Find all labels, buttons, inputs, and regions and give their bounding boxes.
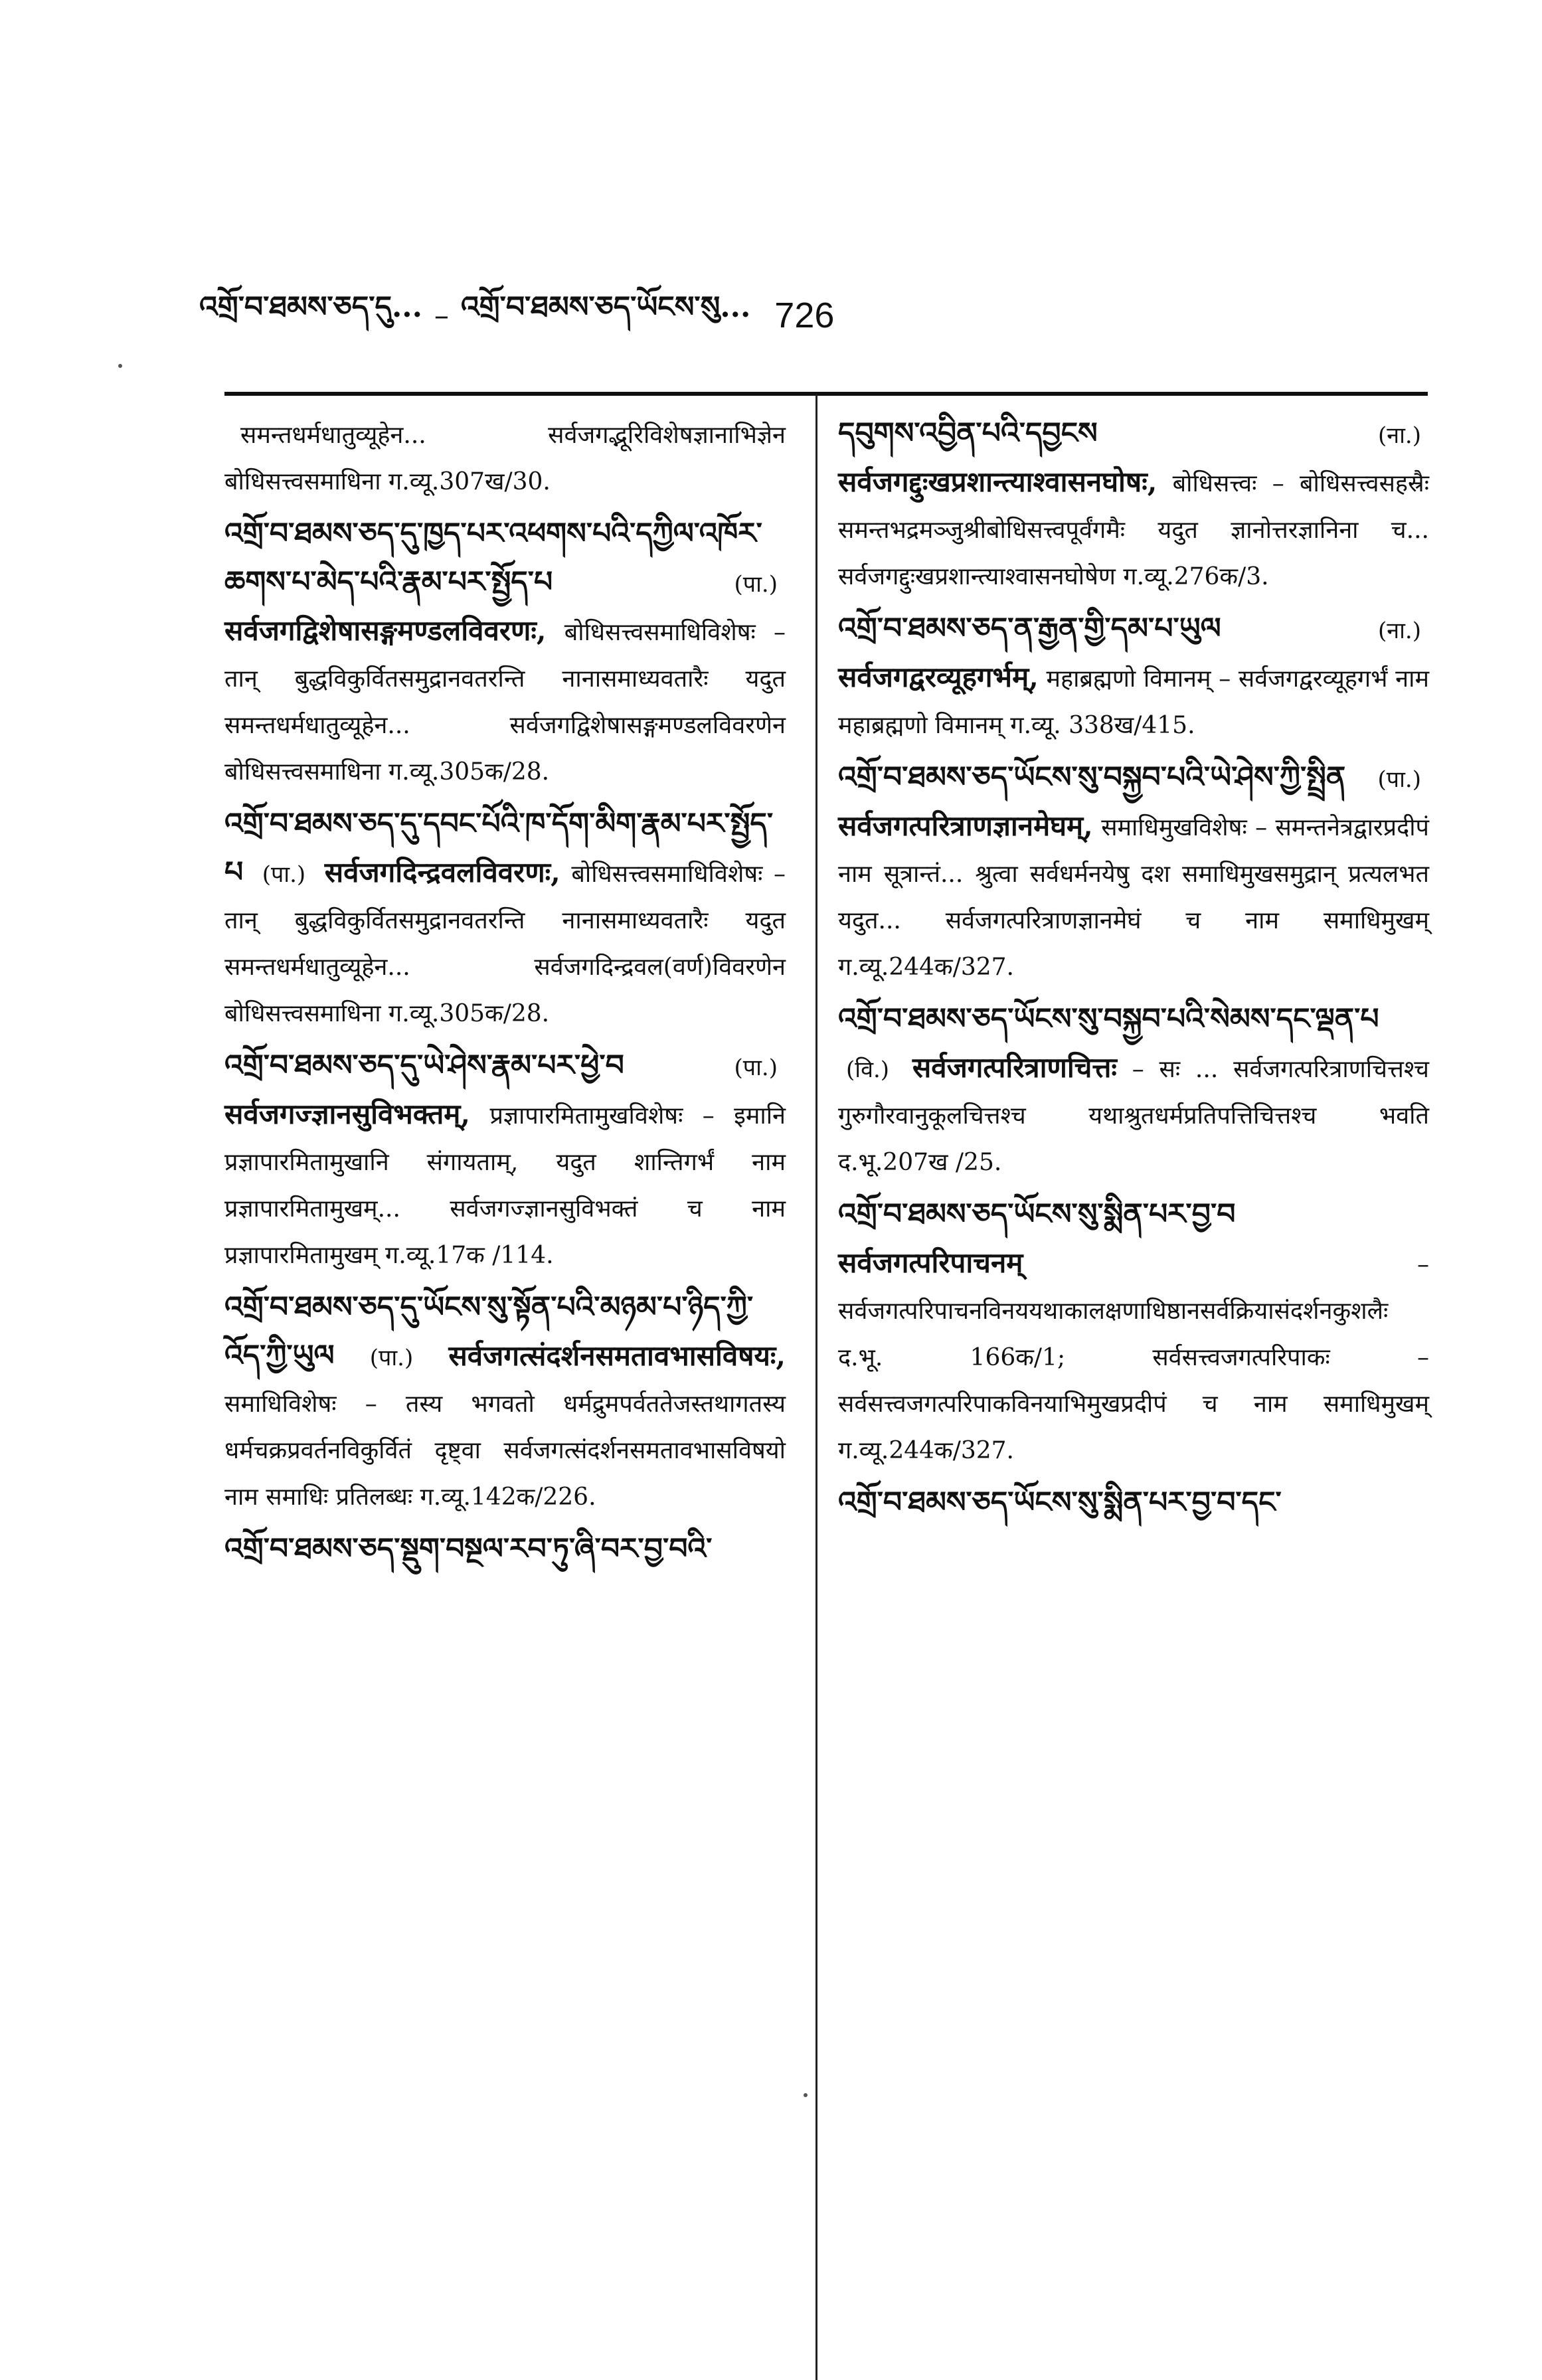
tibetan-headword: འགྲོ་བ་ཐམས་ཅད་ན་རྒྱན་གྱི་དམ་པ་ཡུལ [838,612,1221,645]
entry-body: – सः ... सर्वजगत्परित्राणचित्तश्च गुरुगौरवानुकूलचित्तश्च यथाश्रुतधर्मप्रतिपत्तिचित्तश्च भवति द.भू.207ख /25. [838,1056,1429,1176]
dictionary-entry [838,410,1429,600]
dictionary-entry [224,410,786,505]
right-column [838,410,1429,1533]
tibetan-headword: འགྲོ་བ་ཐམས་ཅད་དུ་དབང་པོའི་ཁ་དོག་མིག་རྣམ་པར་སྤྱོད་པ [224,807,774,889]
grammar-tag: (ना.) [1377,618,1421,644]
dictionary-entry [224,801,786,1037]
entry-body: बोधिसत्त्वसमाधिविशेषः – तान् बुद्धविकुर्वितसमुद्रानवतरन्ति नानासमाध्यवतारैः यदुत समन्तधर्मधातुव्यूहेन... सर्वजगद्विशेषासङ्गमण्डलविवरणेन बोधिसत्त्वसमाधिना ग.व्यू.305क/28. [224,619,786,786]
dictionary-entry [838,1191,1429,1474]
entry-body: बोधिसत्त्वः – बोधिसत्त्वसहस्रैः समन्तभद्रमञ्जुश्रीबोधिसत्त्वपूर्वंगमैः यदुत ज्ञानोत्तरज्ञानिना च... सर्वजगद्दुःखप्रशान्त्याश्वासनघोषेण ग.व्यू.276क/3. [838,470,1429,590]
header-first-headword: འགྲོ་བ་ཐམས་ཅད་དུ... [199,290,422,324]
scan-speck [118,364,122,368]
running-header [199,286,1434,345]
sanskrit-equivalent: सर्वजगत्परित्राणज्ञानमेघम्, [838,809,1093,842]
tibetan-headword: འགྲོ་བ་ཐམས་ཅད་ཡོངས་སུ་སྨིན་པར་བྱ་བ [838,1197,1236,1231]
left-column [224,410,786,1580]
dictionary-entry [838,754,1429,991]
dictionary-entry [224,511,786,796]
sanskrit-equivalent: सर्वजगत्परित्राणचित्तः [912,1051,1117,1084]
sanskrit-equivalent: सर्वजगत्संदर्शनसमतावभासविषयः, [448,1339,786,1372]
scan-speck [804,2093,808,2097]
tibetan-headword: འགྲོ་བ་ཐམས་ཅད་ཡོངས་སུ་བསྐྱབ་པའི་སེམས་དང་ལྡན་པ [838,1002,1379,1036]
tibetan-headword: འགྲོ་བ་ཐམས་ཅད་དུ་ཁྱད་པར་འཕགས་པའི་དཀྱིལ་འཁོར་ཆགས་པ་མེད་པའི་རྣམ་པར་སྤྱོད་པ [224,517,762,599]
grammar-tag: (पा.) [734,1055,778,1081]
entry-body: बोधिसत्त्वसमाधिविशेषः – तान् बुद्धविकुर्वितसमुद्रानवतरन्ति नानासमाध्यवतारैः यदुत समन्तधर्मधातुव्यूहेन... सर्वजगदिन्द्रवल(वर्ण)विवरणेन बोधिसत्त्वसमाधिना ग.व्यू.305क/28. [224,861,786,1027]
grammar-tag: (पा.) [734,571,778,598]
grammar-tag: (पा.) [369,1345,414,1371]
grammar-tag: (ना.) [1377,422,1421,449]
entry-body: प्रज्ञापारमितामुखविशेषः – इमानि प्रज्ञापारमितामुखानि संगायताम्, यदुत शान्तिगर्भं नाम प्रज्ञापारमितामुखम्... सर्वजगज्ज्ञानसुविभक्तं च नाम प्रज्ञापारमितामुखम् ग.व्यू.17क /114. [224,1102,786,1269]
grammar-tag: (पा.) [1377,766,1421,793]
entry-body: समाधिविशेषः – तस्य भगवतो धर्मद्रुमपर्वततेजस्तथागतस्य धर्मचक्रप्रवर्तनविकुर्वितं दृष्ट्वा सर्वजगत्संदर्शनसमतावभासविषयो नाम समाधिः प्रतिलब्धः ग.व्यू.142क/226. [224,1391,786,1511]
tibetan-headword: འགྲོ་བ་ཐམས་ཅད་ཡོངས་སུ་བསྐྱབ་པའི་ཡེ་ཤེས་ཀྱི་སྤྲིན [838,760,1346,794]
dictionary-entry [838,996,1429,1186]
page-number: 726 [774,296,835,335]
tibetan-headword: དབུགས་འབྱིན་པའི་དབྱངས [838,416,1098,450]
tibetan-headword: འགྲོ་བ་ཐམས་ཅད་དུ་ཡོངས་སུ་སྟོན་པའི་མཉམ་པ་ཉིད་ཀྱི་འོད་ཀྱི་ཡུལ [224,1290,754,1373]
column-divider [815,394,817,2380]
dictionary-entry [224,1043,786,1279]
header-rule [224,392,1428,396]
header-last-headword: འགྲོ་བ་ཐམས་ཅད་ཡོངས་སུ... [460,290,751,324]
tibetan-headword: འགྲོ་བ་ཐམས་ཅད་ཡོངས་སུ་སྨིན་པར་བྱ་བ་དང་ [838,1486,1282,1519]
sanskrit-equivalent: सर्वजगज्ज्ञानसुविभक्तम्, [224,1098,471,1130]
sanskrit-equivalent: सर्वजगद्वरव्यूहगर्भम्, [838,661,1039,693]
entry-body: समन्तधर्मधातुव्यूहेन... सर्वजगद्भूरिविशेषज्ञानाभिज्ञेन बोधिसत्त्वसमाधिना ग.व्यू.307ख/30. [224,422,786,495]
header-separator: – [434,298,449,333]
tibetan-headword: འགྲོ་བ་ཐམས་ཅད་དུ་ཡེ་ཤེས་རྣམ་པར་ཕྱེ་བ [224,1049,624,1082]
entry-body: समाधिमुखविशेषः – समन्तनेत्रद्वारप्रदीपं नाम सूत्रान्तं... श्रुत्वा सर्वधर्मनयेषु दश समाधिमुखसमुद्रान् प्रत्यलभत यदुत... सर्वजगत्परित्राणज्ञानमेघं च नाम समाधिमुखम् ग.व्यू.244क/327. [838,814,1429,981]
sanskrit-equivalent: सर्वजगद्विशेषासङ्गमण्डलविवरणः, [224,614,547,647]
dictionary-entry [224,1284,786,1521]
grammar-tag: (पा.) [262,861,306,888]
dictionary-entry [224,1526,786,1574]
dictionary-entry [838,606,1429,749]
dictionary-entry [838,1480,1429,1528]
grammar-tag: (वि.) [846,1057,890,1083]
entry-body: – सर्वजगत्परिपाचनविनययथाकालक्षणाधिष्ठानसर्वक्रियासंदर्शनकुशलैः द.भू. 166क/1; सर्वसत्त्वजगत्परिपाकः – सर्वसत्त्वजगत्परिपाकविनयाभिमुखप्रदीपं च नाम समाधिमुखम् ग.व्यू.244क/327. [838,1251,1429,1464]
entry-body: महाब्रह्मणो विमानम् – सर्वजगद्वरव्यूहगर्भं नाम महाब्रह्मणो विमानम् ग.व्यू. 338ख/415. [838,665,1429,739]
sanskrit-equivalent: सर्वजगत्परिपाचनम् [838,1246,1023,1279]
sanskrit-equivalent: सर्वजगदिन्द्रवलविवरणः, [324,856,560,889]
tibetan-headword: འགྲོ་བ་ཐམས་ཅད་སྡུག་བསྔལ་རབ་ཏུ་ཞི་བར་བྱ་བའི་ [224,1532,713,1566]
sanskrit-equivalent: सर्वजगद्दुःखप्रशान्त्याश्वासनघोषः, [838,466,1157,498]
